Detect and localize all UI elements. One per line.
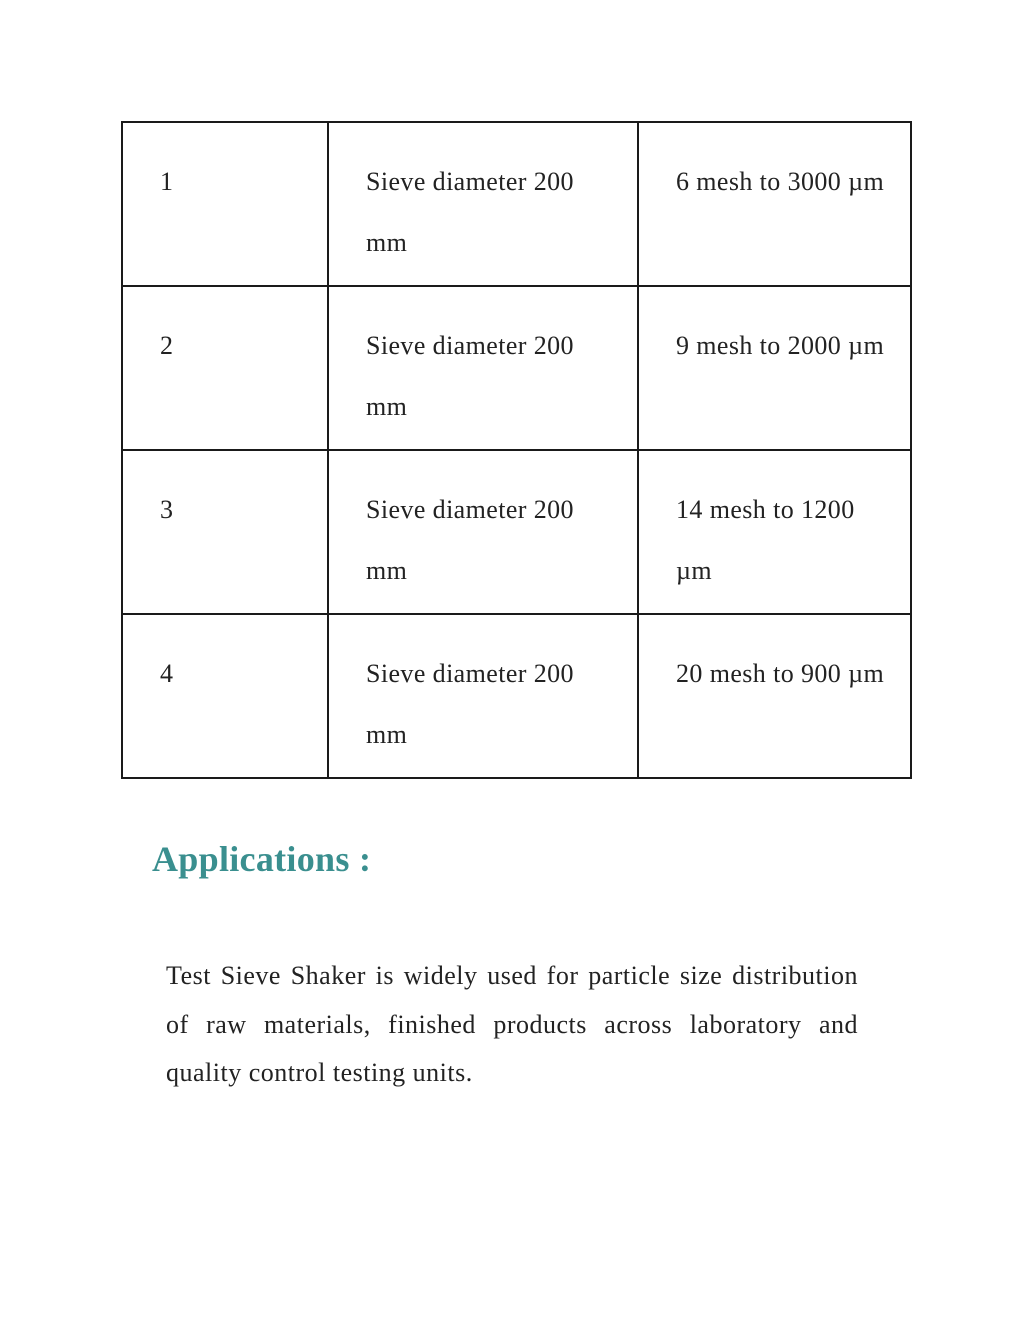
sieve-description: Sieve diameter 200 mm <box>366 495 574 585</box>
applications-paragraph: Test Sieve Shaker is widely used for particle size distribution of raw materials, finished products across laboratory and quality control testing units. <box>166 961 858 1087</box>
table-row <box>122 450 911 614</box>
row-index-cell <box>122 450 328 614</box>
table-row <box>122 122 911 286</box>
mesh-range: 6 mesh to 3000 µm <box>676 167 885 196</box>
table-row <box>122 614 911 778</box>
sieve-description-cell <box>328 286 638 450</box>
mesh-range-cell <box>638 450 911 614</box>
table-row <box>122 286 911 450</box>
sieve-description-cell <box>328 122 638 286</box>
row-index: 2 <box>160 331 174 360</box>
mesh-range: 20 mesh to 900 µm <box>676 659 885 688</box>
row-index: 1 <box>160 167 174 196</box>
sieve-description: Sieve diameter 200 mm <box>366 167 574 257</box>
mesh-range: 9 mesh to 2000 µm <box>676 331 885 360</box>
mesh-range-cell <box>638 286 911 450</box>
row-index-cell <box>122 286 328 450</box>
sieve-spec-table <box>121 121 912 779</box>
row-index: 3 <box>160 495 174 524</box>
sieve-description-cell <box>328 614 638 778</box>
mesh-range-cell <box>638 122 911 286</box>
row-index-cell <box>122 122 328 286</box>
applications-heading: Applications : <box>152 839 372 879</box>
sieve-description: Sieve diameter 200 mm <box>366 331 574 421</box>
mesh-range-cell <box>638 614 911 778</box>
sieve-description-cell <box>328 450 638 614</box>
sieve-description: Sieve diameter 200 mm <box>366 659 574 749</box>
mesh-range: 14 mesh to 1200 µm <box>676 495 855 585</box>
row-index: 4 <box>160 659 174 688</box>
row-index-cell <box>122 614 328 778</box>
